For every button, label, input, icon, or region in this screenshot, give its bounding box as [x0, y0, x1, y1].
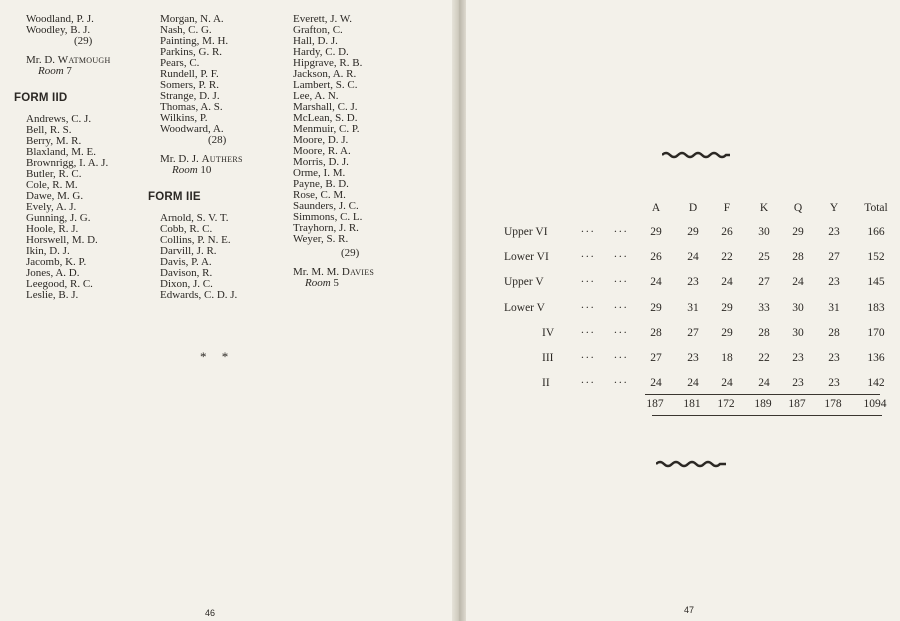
pupil-name: Rundell, P. F. — [160, 68, 219, 80]
pupil-name: Saunders, J. C. — [293, 200, 359, 212]
pupil-name: Nash, C. G. — [160, 24, 212, 36]
pupil-name: Dixon, J. C. — [160, 278, 213, 290]
pupil-name: Marshall, C. J. — [293, 101, 358, 113]
pupil-name: Brownrigg, I. A. J. — [26, 157, 109, 169]
table-cell: 29 — [687, 226, 699, 238]
form-heading: FORM IID — [14, 92, 68, 104]
pupil-name: Davison, R. — [160, 267, 213, 279]
form-room: Room 10 — [172, 164, 212, 176]
table-cell: 26 — [650, 251, 662, 264]
pupil-name: Jones, A. D. — [26, 267, 80, 279]
leader-dots: ... — [614, 248, 629, 261]
row-label: Lower V — [504, 301, 545, 314]
leader-dots: ... — [581, 273, 596, 286]
total-cell: 181 — [683, 398, 701, 410]
table-cell: 29 — [721, 301, 733, 314]
pupil-name: Strange, D. J. — [160, 90, 220, 102]
table-cell: 183 — [867, 301, 885, 314]
pupil-name: Collins, P. N. E. — [160, 234, 231, 246]
column-header: Y — [829, 202, 839, 214]
row-label: Lower VI — [504, 251, 549, 264]
name-list-top — [26, 14, 111, 36]
pupil-name: Darvill, J. R. — [160, 245, 217, 257]
pupil-name: Hoole, R. J. — [26, 223, 79, 235]
pupil-name: Simmons, C. L. — [293, 211, 363, 223]
leader-dots: ... — [581, 323, 596, 336]
pupil-name: Bell, R. S. — [26, 124, 72, 136]
form-room: Room 5 — [305, 277, 339, 289]
pupil-name: Thomas, A. S. — [160, 101, 223, 113]
table-cell: 23 — [792, 377, 804, 390]
pupil-name: Morgan, N. A. — [160, 13, 224, 25]
pupil-name: Hardy, C. D. — [293, 46, 349, 58]
total-cell: 189 — [754, 398, 772, 410]
table-cell: 30 — [792, 326, 804, 339]
table-cell: 24 — [687, 251, 699, 264]
form-teacher: Mr. M. M. Davies — [293, 266, 375, 278]
name-list — [26, 114, 111, 301]
column-header: D — [688, 202, 698, 214]
column-header: Total — [864, 202, 888, 214]
table-cell: 166 — [867, 226, 885, 238]
table-cell: 27 — [650, 352, 662, 364]
name-column-2 — [148, 13, 243, 301]
pupil-name: Leslie, B. J. — [26, 289, 79, 301]
section-stars: * * — [200, 349, 235, 364]
table-cell: 23 — [792, 352, 804, 364]
row-label: II — [542, 377, 550, 390]
pupil-name: Moore, R. A. — [293, 145, 351, 157]
table-cell: 24 — [721, 377, 733, 390]
totals-rule-top — [645, 394, 880, 395]
pupil-name: Lambert, S. C. — [293, 79, 358, 91]
total-cell: 1094 — [863, 398, 887, 410]
pupil-name: Rose, C. M. — [293, 189, 346, 201]
table-cell: 28 — [828, 326, 840, 339]
pupil-name: Moore, D. J. — [293, 134, 349, 146]
total-cell: 172 — [717, 398, 735, 410]
table-cell: 24 — [650, 377, 662, 390]
table-cell: 23 — [828, 226, 840, 238]
pupil-name: Trayhorn, J. R. — [293, 222, 359, 234]
name-list — [293, 14, 374, 245]
table-cell: 136 — [867, 352, 885, 364]
form-heading: FORM IIE — [148, 191, 201, 203]
pupil-name: Weyer, S. R. — [293, 233, 349, 245]
table-cell: 29 — [650, 226, 662, 238]
leader-dots: ... — [581, 298, 596, 311]
form-count: (29) — [341, 247, 360, 259]
column-header: A — [651, 202, 661, 214]
table-cell: 31 — [828, 301, 840, 314]
ornament-top — [662, 151, 730, 159]
total-cell: 178 — [824, 398, 842, 410]
table-cell: 170 — [867, 326, 885, 339]
totals-rule-bottom — [652, 415, 882, 416]
table-cell: 24 — [650, 276, 662, 289]
pupil-name: Davis, P. A. — [160, 256, 212, 268]
pupil-name: Jacomb, K. P. — [26, 256, 87, 268]
table-cell: 23 — [828, 352, 840, 364]
pupil-name: Grafton, C. — [293, 24, 343, 36]
table-cell: 18 — [721, 352, 733, 364]
pupil-name: Evely, A. J. — [26, 201, 77, 213]
table-cell: 24 — [758, 377, 770, 390]
table-cell: 27 — [687, 326, 699, 339]
table-cell: 29 — [721, 326, 733, 339]
row-label: Upper VI — [504, 226, 548, 238]
pupil-name: Ikin, D. J. — [26, 245, 70, 257]
pupil-name: Dawe, M. G. — [26, 190, 84, 202]
table-cell: 33 — [758, 301, 770, 314]
table-cell: 27 — [758, 276, 770, 289]
table-cell: 28 — [650, 326, 662, 339]
form-room: Room 7 — [38, 65, 72, 77]
form-teacher: Mr. D. J. Authers — [160, 153, 243, 165]
table-cell: 30 — [758, 226, 770, 238]
table-cell: 26 — [721, 226, 733, 238]
table-cell: 23 — [828, 377, 840, 390]
name-list-top — [160, 14, 243, 135]
pupil-name: Arnold, S. V. T. — [160, 212, 229, 224]
table-cell: 30 — [792, 301, 804, 314]
table-cell: 22 — [758, 352, 770, 364]
ornament-bottom — [656, 460, 726, 468]
pupil-name: Blaxland, M. E. — [26, 146, 96, 158]
pupil-name: Berry, M. R. — [26, 135, 82, 147]
leader-dots: ... — [581, 223, 596, 235]
pupil-name: Lee, A. N. — [293, 90, 339, 102]
name-column-3 — [293, 14, 374, 289]
form-count: (28) — [208, 134, 227, 146]
pupil-name: Painting, M. H. — [160, 35, 229, 47]
leader-dots: ... — [614, 298, 629, 311]
pupil-name: Cobb, R. C. — [160, 223, 213, 235]
table-cell: 29 — [792, 226, 804, 238]
table-cell: 145 — [867, 276, 885, 289]
pupil-name: Menmuir, C. P. — [293, 123, 360, 135]
pupil-name: Andrews, C. J. — [26, 113, 92, 125]
row-label: IV — [542, 326, 555, 339]
pupil-name: Hipgrave, R. B. — [293, 57, 363, 69]
pupil-name: Cole, R. M. — [26, 179, 78, 191]
row-label: Upper V — [504, 276, 544, 289]
pupil-name: Morris, D. J. — [293, 156, 349, 168]
pupil-name: Woodland, P. J. — [26, 13, 94, 25]
leader-dots: ... — [614, 273, 629, 286]
pupil-name: Woodward, A. — [160, 123, 224, 135]
name-list — [160, 213, 243, 301]
leader-dots: ... — [614, 223, 629, 235]
leader-dots: ... — [614, 374, 629, 387]
pupil-name: Gunning, J. G. — [26, 212, 91, 224]
table-cell: 22 — [721, 251, 733, 264]
pupil-name: Somers, P. R. — [160, 79, 219, 91]
table-cell: 24 — [687, 377, 699, 390]
page-number-right: 47 — [684, 605, 695, 615]
pupil-name: Edwards, C. D. J. — [160, 289, 238, 301]
table-cell: 142 — [867, 377, 885, 390]
table-cell: 152 — [867, 251, 885, 264]
table-cell: 28 — [792, 251, 804, 264]
column-header: F — [723, 202, 731, 214]
table-cell: 23 — [828, 276, 840, 289]
pupil-name: Everett, J. W. — [293, 13, 352, 25]
pupil-name: Parkins, G. R. — [160, 46, 223, 58]
leader-dots: ... — [581, 248, 596, 261]
table-cell: 29 — [650, 301, 662, 314]
leader-dots: ... — [581, 349, 596, 361]
pupil-name: Leegood, R. C. — [26, 278, 93, 290]
pupil-name: Horswell, M. D. — [26, 234, 98, 246]
pupil-name: McLean, S. D. — [293, 112, 358, 124]
pupil-name: Wilkins, P. — [160, 112, 208, 124]
pupil-name: Orme, I. M. — [293, 167, 346, 179]
table-cell: 28 — [758, 326, 770, 339]
table-cell: 24 — [721, 276, 733, 289]
pupil-name: Pears, C. — [160, 57, 200, 69]
row-label: III — [542, 352, 554, 364]
total-cell: 187 — [646, 398, 664, 410]
table-cell: 31 — [687, 301, 699, 314]
table-cell: 23 — [687, 276, 699, 289]
table-cell: 24 — [792, 276, 804, 289]
book-gutter — [452, 0, 466, 621]
pupil-name: Payne, B. D. — [293, 178, 349, 190]
pupil-name: Hall, D. J. — [293, 35, 338, 47]
table-cell: 23 — [687, 352, 699, 364]
leader-dots: ... — [581, 374, 596, 387]
form-teacher: Mr. D. Watmough — [26, 54, 111, 66]
name-column-1 — [14, 13, 111, 301]
leader-dots: ... — [614, 323, 629, 336]
total-cell: 187 — [788, 398, 806, 410]
table-cell: 27 — [828, 251, 840, 264]
column-header: Q — [793, 202, 803, 214]
table-cell: 25 — [758, 251, 770, 264]
pupil-name: Butler, R. C. — [26, 168, 82, 180]
pupil-name: Woodley, B. J. — [26, 24, 91, 36]
form-count: (29) — [74, 35, 93, 47]
pupil-name: Jackson, A. R. — [293, 68, 357, 80]
page-number-left: 46 — [205, 608, 216, 618]
column-header: K — [759, 202, 769, 214]
leader-dots: ... — [614, 349, 629, 361]
